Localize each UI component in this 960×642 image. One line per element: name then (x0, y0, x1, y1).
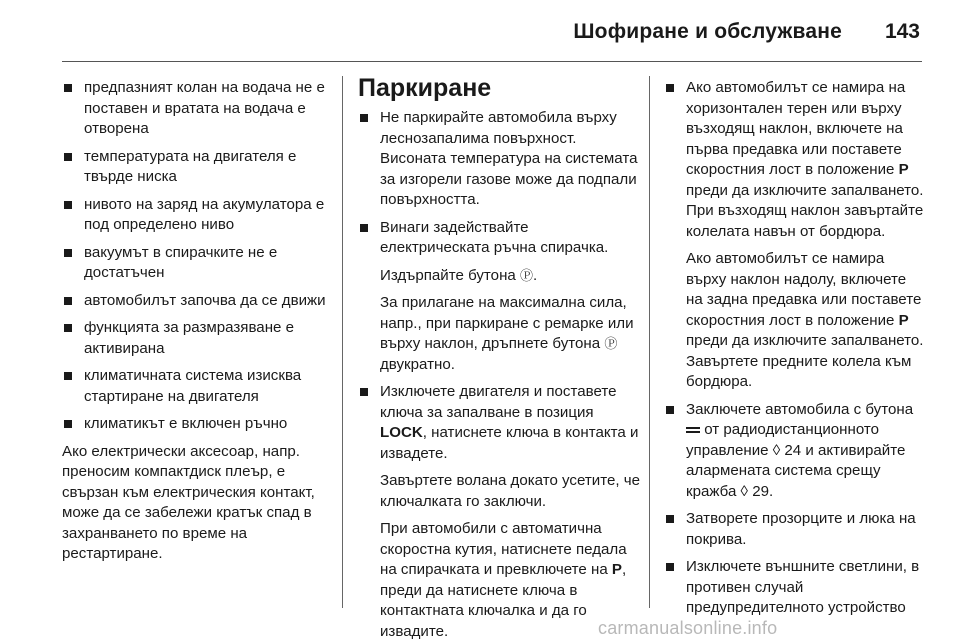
list-item: климатичната система изисква стартиране на двигателя (62, 366, 334, 407)
text: Ако автомобилът се намира на хоризонтален терен или върху възходящ наклон, включете на първа предавка или поставете скоростния лост в положение (686, 79, 906, 178)
lock-button-icon (686, 425, 700, 435)
column-2 (358, 74, 642, 642)
text: от радиодистанционното управление (686, 421, 880, 459)
text: преди да изключите запалването. При възходящ наклон завъртайте колелата навън от бордюра. (686, 181, 924, 240)
sub-paragraph (358, 266, 642, 287)
parking-brake-icon: Ⓟ (604, 336, 618, 351)
text: При автомобили с автоматична скоростна кутия, натиснете педала на спирачката и превключете на (380, 520, 627, 578)
text: двукратно. (380, 355, 455, 373)
paragraph: Ако електрически аксесоар, напр. преносим компактдиск плеър, е свързан към електрическия контакт, може да се забележи кратък спад в захранването по време на рестартиране. (62, 442, 315, 562)
text: Заключете автомобила с бутона (686, 400, 914, 418)
list-item (664, 78, 926, 242)
column-3 (664, 78, 926, 626)
page-number: 143 (884, 20, 920, 43)
list-item: вакуумът в спирачките не е достатъчен (62, 243, 334, 284)
list-item-text: Винаги задействайте електрическата ръчна спирачка. (380, 218, 609, 256)
page-header (0, 0, 960, 52)
lock-position-label: LOCK (380, 424, 423, 441)
list-item: температурата на двигателя е твърде ниска (62, 147, 334, 188)
list-item: предпазният колан на водача не е поставен и вратата на водача е отворена (62, 78, 334, 140)
text: Ако автомобилът се намира върху наклон надолу, включете на задна предавка или поставете скоростния лост в положение (686, 250, 922, 329)
gear-position-label: P (611, 561, 622, 578)
text: Изключете двигателя и поставете ключа за запалване в позиция (380, 383, 617, 421)
list-item: Затворете прозорците и люка на покрива. (664, 509, 926, 550)
text: преди да изключите запалването. Завъртете предните колела към бордюра. (686, 332, 924, 390)
text: 29. (748, 482, 774, 500)
parking-list-2 (358, 382, 642, 464)
list-item: автомобилът започва да се движи (62, 291, 334, 312)
sub-paragraph (358, 293, 642, 375)
text: , преди да натиснете ключа в контактната ключалка и да го извадите. (380, 561, 627, 640)
condition-list (62, 78, 334, 435)
column-divider-2 (649, 76, 650, 608)
list-item (358, 382, 642, 464)
header-rule (62, 61, 922, 62)
page-title: Шофиране и обслужване (573, 20, 842, 43)
list-item: Не паркирайте автомобила върху леснозапалима повърхност. Висоната температура на системата за изгорели газове може да подпали повърхността. (358, 108, 642, 211)
list-item: функцията за размразяване е активирана (62, 318, 334, 359)
parking-list-3 (664, 78, 926, 242)
text: 24 и активирайте алармената система срещу кражба (686, 441, 906, 500)
sub-paragraph: Завъртете волана докато усетите, че ключалката го заключи. (380, 472, 641, 510)
list-item: климатикът е включен ръчно (62, 414, 334, 435)
watermark: carmanualsonline.info (598, 618, 778, 638)
page-reference-icon: ◊ (772, 441, 781, 459)
text: , натиснете ключа в контакта и извадете. (380, 424, 639, 462)
list-item: Изключете външните светлини, в противен случай предупредителното устройство (664, 557, 926, 619)
text: Издърпайте бутона (380, 266, 520, 284)
parking-list (358, 108, 642, 259)
text: . (533, 266, 538, 284)
column-1 (62, 78, 334, 565)
text: За прилагане на максимална сила, напр., при паркиране с ремарке или върху наклон, дръпнете бутона (380, 294, 634, 352)
sub-paragraph (664, 249, 926, 393)
gear-position-label: P (898, 161, 909, 178)
column-divider-1 (342, 76, 343, 608)
list-item (358, 218, 642, 259)
page-reference-icon: ◊ (740, 482, 749, 500)
list-item (664, 400, 926, 503)
list-item: нивото на заряд на акумулатора е под определено ниво (62, 195, 334, 236)
section-title: Паркиране (358, 74, 492, 102)
gear-position-label: P (898, 311, 909, 329)
parking-brake-icon: Ⓟ (520, 267, 534, 283)
parking-list-4 (664, 400, 926, 619)
